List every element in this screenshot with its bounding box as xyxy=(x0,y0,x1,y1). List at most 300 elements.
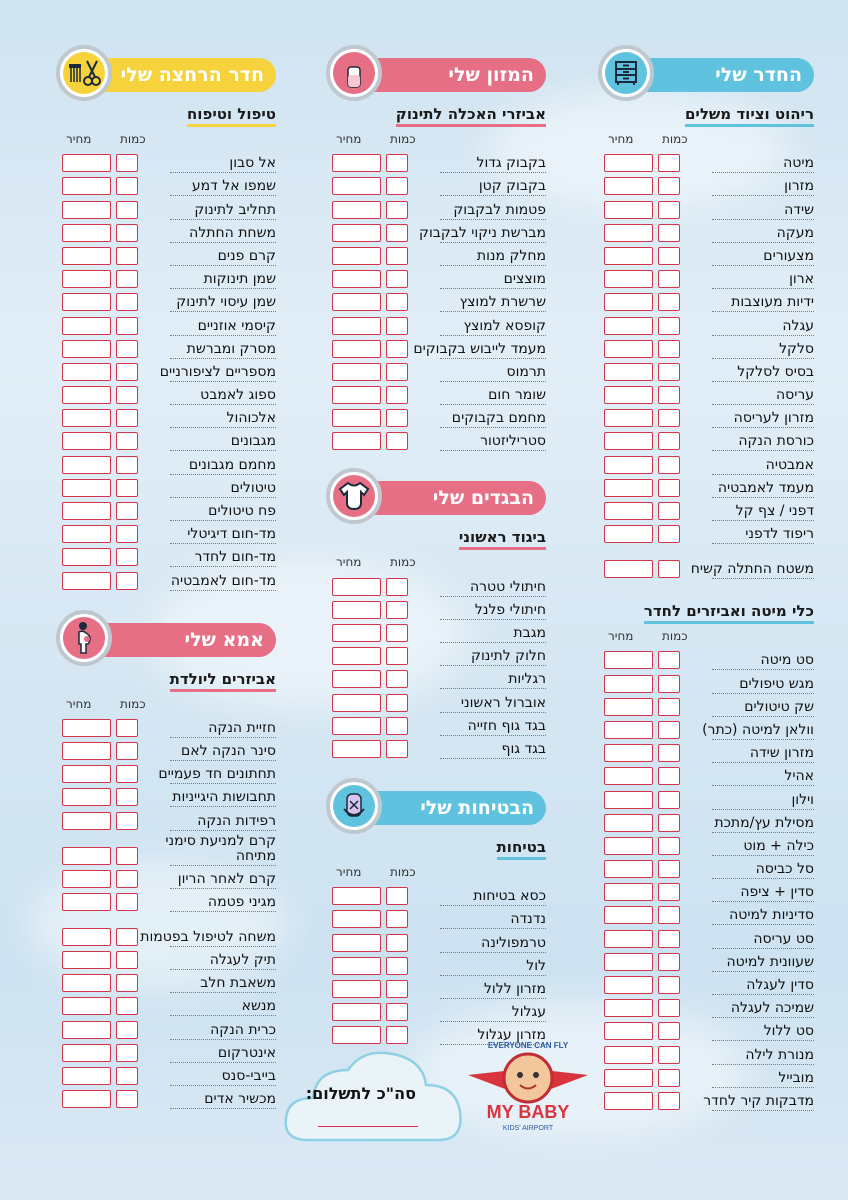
qty-input[interactable] xyxy=(116,154,138,172)
item-label: קרם פנים xyxy=(217,247,276,264)
price-input[interactable] xyxy=(604,224,653,242)
qty-input[interactable] xyxy=(116,765,138,783)
checklist-row xyxy=(604,972,814,995)
checklist-row xyxy=(62,912,276,947)
price-input[interactable] xyxy=(62,742,111,760)
item-label: חזיית הנקה xyxy=(208,719,276,736)
qty-input[interactable] xyxy=(386,363,408,381)
price-input[interactable] xyxy=(604,270,653,288)
price-header: מחיר xyxy=(336,555,362,570)
checklist-row xyxy=(62,1086,276,1109)
price-input[interactable] xyxy=(62,432,111,450)
price-input[interactable] xyxy=(62,812,111,830)
checklist-row xyxy=(62,761,276,784)
checklist-row xyxy=(604,1065,814,1088)
checklist-row xyxy=(62,738,276,761)
checklist-row xyxy=(62,567,276,590)
checklist-row xyxy=(62,544,276,567)
price-input[interactable] xyxy=(332,647,381,665)
qty-input[interactable] xyxy=(658,976,680,994)
item-label: סלקל xyxy=(779,340,814,357)
price-input[interactable] xyxy=(604,837,653,855)
price-input[interactable] xyxy=(604,721,653,739)
column-middle xyxy=(332,58,546,1045)
checklist-row xyxy=(332,929,546,952)
qty-input[interactable] xyxy=(658,177,680,195)
price-input[interactable] xyxy=(332,386,381,404)
checklist-row xyxy=(332,643,546,666)
price-input[interactable] xyxy=(604,293,653,311)
price-input[interactable] xyxy=(62,1044,111,1062)
price-input[interactable] xyxy=(62,719,111,737)
checklist-row xyxy=(62,150,276,173)
item-label: ספוג לאמבט xyxy=(200,387,276,404)
qty-input[interactable] xyxy=(658,340,680,358)
price-input[interactable] xyxy=(604,177,653,195)
price-input[interactable] xyxy=(62,177,111,195)
qty-input[interactable] xyxy=(116,847,138,865)
price-input[interactable] xyxy=(604,340,653,358)
price-input[interactable] xyxy=(604,479,653,497)
price-input[interactable] xyxy=(604,247,653,265)
item-label: בגד גוף חזייה xyxy=(467,717,546,734)
item-label: ארון xyxy=(789,271,814,288)
item-label: לול xyxy=(526,957,546,974)
price-input[interactable] xyxy=(604,432,653,450)
qty-input[interactable] xyxy=(658,502,680,520)
qty-input[interactable] xyxy=(658,744,680,762)
qty-input[interactable] xyxy=(116,1067,138,1085)
price-input[interactable] xyxy=(604,201,653,219)
price-input[interactable] xyxy=(604,675,653,693)
qty-input[interactable] xyxy=(658,837,680,855)
qty-input[interactable] xyxy=(658,860,680,878)
item-label: אמבטיה xyxy=(765,456,814,473)
price-input[interactable] xyxy=(604,363,653,381)
item-label: חלוק לתינוק xyxy=(471,648,546,665)
qty-input[interactable] xyxy=(658,293,680,311)
item-label: בגד גוף xyxy=(501,740,546,757)
price-input[interactable] xyxy=(604,1069,653,1087)
price-input[interactable] xyxy=(332,980,381,998)
item-label: שמיכה לעגלה xyxy=(730,1000,814,1017)
price-input[interactable] xyxy=(332,201,381,219)
checklist-row xyxy=(604,670,814,693)
qty-input[interactable] xyxy=(658,270,680,288)
price-input[interactable] xyxy=(332,432,381,450)
checklist-row xyxy=(604,544,814,579)
qty-input[interactable] xyxy=(386,293,408,311)
section xyxy=(62,623,276,1110)
qty-input[interactable] xyxy=(658,386,680,404)
item-label: מברשת ניקוי לבקבוק xyxy=(419,224,546,241)
onesie-icon xyxy=(326,468,382,524)
price-input[interactable] xyxy=(604,502,653,520)
item-label: מגבונים xyxy=(230,433,276,450)
price-input[interactable] xyxy=(604,883,653,901)
price-input[interactable] xyxy=(62,893,111,911)
price-input[interactable] xyxy=(332,1003,381,1021)
qty-input[interactable] xyxy=(116,340,138,358)
section-banner xyxy=(604,58,814,92)
qty-input[interactable] xyxy=(116,951,138,969)
price-input[interactable] xyxy=(604,386,653,404)
item-label: מזרון שידה xyxy=(749,745,814,762)
price-input[interactable] xyxy=(332,270,381,288)
item-label: סל כביסה xyxy=(755,861,814,878)
item-label: ריפוד לדפני xyxy=(745,526,814,543)
price-input[interactable] xyxy=(62,765,111,783)
qty-input[interactable] xyxy=(116,742,138,760)
qty-input[interactable] xyxy=(386,717,408,735)
qty-input[interactable] xyxy=(386,980,408,998)
qty-input[interactable] xyxy=(658,791,680,809)
price-input[interactable] xyxy=(62,154,111,172)
qty-input[interactable] xyxy=(658,479,680,497)
qty-input[interactable] xyxy=(116,386,138,404)
qty-input[interactable] xyxy=(658,1046,680,1064)
qty-input[interactable] xyxy=(386,154,408,172)
qty-input[interactable] xyxy=(386,432,408,450)
price-input[interactable] xyxy=(62,409,111,427)
column-headers xyxy=(332,865,546,883)
qty-input[interactable] xyxy=(386,910,408,928)
checklist-row xyxy=(62,359,276,382)
price-input[interactable] xyxy=(604,953,653,971)
item-label: שרשרת למוצץ xyxy=(459,294,546,311)
qty-input[interactable] xyxy=(116,974,138,992)
qty-input[interactable] xyxy=(116,572,138,590)
item-label: חיתולי טטרה xyxy=(469,578,546,595)
price-input[interactable] xyxy=(604,976,653,994)
column-headers xyxy=(332,132,546,150)
qty-input[interactable] xyxy=(386,270,408,288)
item-label: סדין + ציפה xyxy=(740,884,814,901)
qty-input[interactable] xyxy=(658,363,680,381)
qty-input[interactable] xyxy=(658,1022,680,1040)
price-input[interactable] xyxy=(604,906,653,924)
item-label: מעמד לאמבטיה xyxy=(717,479,814,496)
checklist-row xyxy=(62,173,276,196)
qty-input[interactable] xyxy=(116,409,138,427)
qty-header: כמות xyxy=(662,132,688,146)
item-label: טיטולים xyxy=(230,479,276,496)
qty-input[interactable] xyxy=(116,997,138,1015)
checklist-row xyxy=(332,382,546,405)
checklist-row xyxy=(604,475,814,498)
price-input[interactable] xyxy=(62,502,111,520)
price-input[interactable] xyxy=(62,870,111,888)
qty-input[interactable] xyxy=(116,502,138,520)
price-input[interactable] xyxy=(62,340,111,358)
price-input[interactable] xyxy=(62,525,111,543)
qty-input[interactable] xyxy=(386,409,408,427)
price-input[interactable] xyxy=(332,934,381,952)
price-input[interactable] xyxy=(62,270,111,288)
qty-input[interactable] xyxy=(116,1090,138,1108)
item-label: מזרון xyxy=(784,178,814,195)
pregnant-woman-icon xyxy=(56,610,112,666)
item-label: כילה + מוט xyxy=(743,837,814,854)
price-input[interactable] xyxy=(62,951,111,969)
price-input[interactable] xyxy=(332,717,381,735)
qty-input[interactable] xyxy=(658,224,680,242)
price-input[interactable] xyxy=(62,974,111,992)
price-input[interactable] xyxy=(604,1022,653,1040)
price-input[interactable] xyxy=(604,744,653,762)
checklist-row xyxy=(604,717,814,740)
checklist-row xyxy=(332,666,546,689)
price-input[interactable] xyxy=(604,1046,653,1064)
item-label: מובייל xyxy=(778,1069,814,1086)
qty-input[interactable] xyxy=(658,317,680,335)
price-input[interactable] xyxy=(332,177,381,195)
qty-input[interactable] xyxy=(116,870,138,888)
item-label: סדין לעגלה xyxy=(746,977,814,993)
column-left xyxy=(62,58,276,1109)
checklist-row xyxy=(604,786,814,809)
checklist-row xyxy=(604,451,814,474)
item-label: שעוונית למיטה xyxy=(726,953,814,970)
qty-input[interactable] xyxy=(386,386,408,404)
checklist-row xyxy=(332,976,546,999)
qty-input[interactable] xyxy=(386,601,408,619)
qty-input[interactable] xyxy=(658,1069,680,1087)
qty-input[interactable] xyxy=(658,247,680,265)
qty-input[interactable] xyxy=(658,525,680,543)
item-label: שק טיטולים xyxy=(744,698,814,715)
qty-input[interactable] xyxy=(658,814,680,832)
item-label: סט ללול xyxy=(763,1023,814,1040)
total-input-line[interactable] xyxy=(318,1126,418,1127)
item-label: בסיס לסלקל xyxy=(737,363,814,380)
checklist-row xyxy=(62,289,276,312)
item-label: תרמוס xyxy=(506,363,546,380)
section-title: החדר שלי xyxy=(602,58,814,92)
price-input[interactable] xyxy=(62,201,111,219)
qty-input[interactable] xyxy=(386,624,408,642)
baby-bottle-icon xyxy=(326,45,382,101)
price-input[interactable] xyxy=(604,1092,653,1110)
price-input[interactable] xyxy=(332,578,381,596)
checklist-row xyxy=(62,831,276,866)
price-header: מחיר xyxy=(336,864,362,879)
price-input[interactable] xyxy=(62,997,111,1015)
item-label: שמן תינוקות xyxy=(203,271,276,288)
checklist-row xyxy=(62,266,276,289)
qty-input[interactable] xyxy=(116,224,138,242)
checklist-row xyxy=(604,647,814,670)
price-input[interactable] xyxy=(62,788,111,806)
qty-input[interactable] xyxy=(658,675,680,693)
price-input[interactable] xyxy=(604,651,653,669)
qty-input[interactable] xyxy=(386,740,408,758)
item-label: מצעורים xyxy=(763,247,814,264)
price-input[interactable] xyxy=(332,740,381,758)
qty-input[interactable] xyxy=(116,363,138,381)
price-input[interactable] xyxy=(62,293,111,311)
qty-input[interactable] xyxy=(116,893,138,911)
price-input[interactable] xyxy=(604,154,653,172)
qty-input[interactable] xyxy=(658,1092,680,1110)
checklist-row xyxy=(62,312,276,335)
price-input[interactable] xyxy=(62,224,111,242)
item-label: פטמות לבקבוק xyxy=(453,201,546,218)
qty-input[interactable] xyxy=(658,560,680,578)
qty-input[interactable] xyxy=(658,456,680,474)
price-input[interactable] xyxy=(604,698,653,716)
price-input[interactable] xyxy=(62,1067,111,1085)
price-input[interactable] xyxy=(332,340,381,358)
item-label: טרמפולינה xyxy=(481,934,546,951)
qty-input[interactable] xyxy=(386,201,408,219)
qty-input[interactable] xyxy=(386,647,408,665)
price-input[interactable] xyxy=(332,910,381,928)
price-input[interactable] xyxy=(332,154,381,172)
qty-input[interactable] xyxy=(658,651,680,669)
checklist-row xyxy=(62,498,276,521)
qty-input[interactable] xyxy=(386,887,408,905)
price-input[interactable] xyxy=(62,928,111,946)
price-input[interactable] xyxy=(604,317,653,335)
qty-input[interactable] xyxy=(116,177,138,195)
qty-input[interactable] xyxy=(116,548,138,566)
qty-input[interactable] xyxy=(116,247,138,265)
subhead: אביזרים ליולדת xyxy=(170,670,276,692)
price-input[interactable] xyxy=(62,363,111,381)
item-label: מסרק ומברשת xyxy=(186,340,276,357)
qty-input[interactable] xyxy=(658,999,680,1017)
qty-input[interactable] xyxy=(386,670,408,688)
price-input[interactable] xyxy=(604,791,653,809)
price-input[interactable] xyxy=(332,624,381,642)
price-input[interactable] xyxy=(332,293,381,311)
price-input[interactable] xyxy=(332,887,381,905)
price-input[interactable] xyxy=(332,317,381,335)
qty-input[interactable] xyxy=(386,934,408,952)
qty-input[interactable] xyxy=(386,957,408,975)
qty-input[interactable] xyxy=(116,928,138,946)
price-input[interactable] xyxy=(604,560,653,578)
qty-input[interactable] xyxy=(116,525,138,543)
price-input[interactable] xyxy=(604,456,653,474)
column-my-room xyxy=(604,58,814,1111)
qty-input[interactable] xyxy=(116,456,138,474)
price-input[interactable] xyxy=(332,224,381,242)
logo-sub: KIDS' AIRPORT xyxy=(502,1125,554,1132)
column-headers xyxy=(62,132,276,150)
price-input[interactable] xyxy=(332,670,381,688)
price-input[interactable] xyxy=(604,930,653,948)
qty-input[interactable] xyxy=(658,409,680,427)
price-input[interactable] xyxy=(604,999,653,1017)
qty-input[interactable] xyxy=(658,767,680,785)
qty-input[interactable] xyxy=(116,479,138,497)
qty-header: כמות xyxy=(120,132,146,146)
qty-input[interactable] xyxy=(658,721,680,739)
qty-input[interactable] xyxy=(116,317,138,335)
qty-input[interactable] xyxy=(116,201,138,219)
qty-input[interactable] xyxy=(386,247,408,265)
price-input[interactable] xyxy=(332,957,381,975)
item-label: בייבי-סנס xyxy=(221,1068,276,1084)
price-input[interactable] xyxy=(62,1021,111,1039)
qty-input[interactable] xyxy=(658,906,680,924)
price-input[interactable] xyxy=(62,456,111,474)
price-input[interactable] xyxy=(332,363,381,381)
checklist-row xyxy=(62,336,276,359)
price-input[interactable] xyxy=(332,247,381,265)
price-input[interactable] xyxy=(62,247,111,265)
qty-input[interactable] xyxy=(386,1003,408,1021)
item-label: מזרון ללול xyxy=(483,980,546,997)
checklist-row xyxy=(62,993,276,1016)
price-input[interactable] xyxy=(62,847,111,865)
qty-input[interactable] xyxy=(116,788,138,806)
qty-input[interactable] xyxy=(386,224,408,242)
item-label: אלכוהול xyxy=(226,410,276,427)
price-input[interactable] xyxy=(62,317,111,335)
item-label: בקבוק קטן xyxy=(478,178,546,195)
item-label: קופסא למוצץ xyxy=(463,317,546,334)
qty-input[interactable] xyxy=(386,177,408,195)
qty-input[interactable] xyxy=(658,953,680,971)
dotted-leader xyxy=(440,450,546,451)
qty-input[interactable] xyxy=(386,694,408,712)
item-label: מד-חום לאמבטיה xyxy=(170,572,276,589)
qty-input[interactable] xyxy=(386,578,408,596)
price-input[interactable] xyxy=(604,860,653,878)
price-input[interactable] xyxy=(604,814,653,832)
qty-input[interactable] xyxy=(116,719,138,737)
item-label: ידיות מעוצבות xyxy=(731,294,814,311)
qty-input[interactable] xyxy=(116,1021,138,1039)
price-input[interactable] xyxy=(604,767,653,785)
qty-input[interactable] xyxy=(116,1044,138,1062)
qty-input[interactable] xyxy=(658,154,680,172)
price-input[interactable] xyxy=(62,1090,111,1108)
checklist-row xyxy=(604,856,814,879)
qty-input[interactable] xyxy=(386,317,408,335)
qty-input[interactable] xyxy=(658,883,680,901)
price-input[interactable] xyxy=(62,548,111,566)
qty-input[interactable] xyxy=(116,432,138,450)
price-input[interactable] xyxy=(62,386,111,404)
qty-input[interactable] xyxy=(386,340,408,358)
item-label: מחמם מגבונים xyxy=(188,456,276,473)
scissors-comb-icon xyxy=(56,45,112,101)
price-input[interactable] xyxy=(604,409,653,427)
price-input[interactable] xyxy=(332,694,381,712)
qty-input[interactable] xyxy=(116,812,138,830)
checklist-row xyxy=(62,970,276,993)
qty-input[interactable] xyxy=(658,201,680,219)
price-input[interactable] xyxy=(332,601,381,619)
section-title: אמא שלי xyxy=(74,623,276,657)
price-input[interactable] xyxy=(62,479,111,497)
subhead: אביזרי האכלה לתינוק xyxy=(396,105,546,127)
checklist-row xyxy=(332,620,546,643)
qty-input[interactable] xyxy=(658,930,680,948)
qty-input[interactable] xyxy=(116,270,138,288)
qty-input[interactable] xyxy=(116,293,138,311)
checklist-row xyxy=(332,336,546,359)
qty-input[interactable] xyxy=(658,432,680,450)
qty-input[interactable] xyxy=(658,698,680,716)
price-input[interactable] xyxy=(332,409,381,427)
price-input[interactable] xyxy=(604,525,653,543)
price-input[interactable] xyxy=(62,572,111,590)
